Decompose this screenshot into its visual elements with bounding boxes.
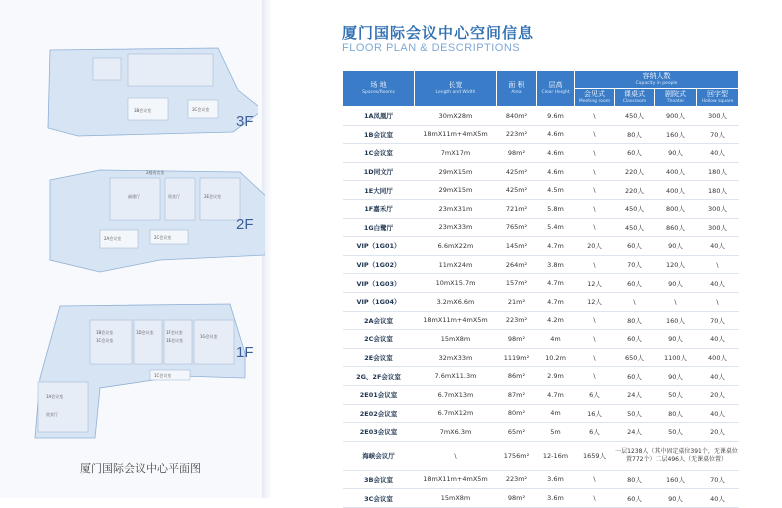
table-row [343, 348, 739, 367]
col-header: 场 地 Spaces/Rooms [343, 71, 415, 107]
table-row [343, 489, 739, 508]
table-cell: 60人 [615, 367, 655, 386]
table-cell: 840m² [497, 107, 537, 126]
table-cell: 50人 [655, 423, 697, 442]
table-cell: 400人 [655, 162, 697, 181]
room-name-cell: 1C会议室 [343, 144, 415, 163]
table-cell: 7mX6.3m [415, 423, 497, 442]
table-cell: 40人 [697, 237, 739, 256]
room-name-cell: 2E02会议室 [343, 404, 415, 423]
table-row [343, 274, 739, 293]
plan-label: 3C会议室 [192, 107, 210, 112]
table-cell: 4.6m [537, 125, 575, 144]
table-cell: 29mX15m [415, 162, 497, 181]
table-cell: 90人 [655, 367, 697, 386]
plan-label: 1C会议室 [96, 338, 114, 343]
room-name-cell: 2E会议室 [343, 348, 415, 367]
room-name-cell: 2G、2F会议室 [343, 367, 415, 386]
room-name-cell: 1B会议室 [343, 125, 415, 144]
table-cell: 40人 [697, 330, 739, 349]
table-cell: \ [575, 489, 615, 508]
table-cell: \ [697, 292, 739, 311]
table-cell: 90人 [655, 274, 697, 293]
plan-label: 福建厅 [128, 194, 140, 199]
plan-label: 2E会议室 [204, 194, 222, 199]
plan-label: 3B会议室 [134, 108, 152, 113]
table-row [343, 144, 739, 163]
table-cell: 60人 [615, 144, 655, 163]
table-cell: 80人 [615, 311, 655, 330]
table-cell: \ [575, 218, 615, 237]
col-header: 剧院式 Theater [655, 89, 697, 107]
room-name-cell: 1E大同厅 [343, 181, 415, 200]
table-cell: 3.8m [537, 255, 575, 274]
table-cell: 220人 [615, 162, 655, 181]
table-row [343, 423, 739, 442]
room-name-cell: VIP（1G01） [343, 237, 415, 256]
table-cell: 15mX8m [415, 489, 497, 508]
plan-label: 贵宾厅 [168, 194, 180, 199]
plan-label: 1D会议室 [136, 330, 154, 335]
table-cell: 23mX33m [415, 218, 497, 237]
table-cell: 80人 [655, 404, 697, 423]
col-header: 长宽 Length and Width [415, 71, 497, 107]
table-cell: \ [575, 255, 615, 274]
table-cell: \ [655, 292, 697, 311]
table-cell: 5.4m [537, 218, 575, 237]
table-cell: 15mX8m [415, 330, 497, 349]
table-cell: 32mX33m [415, 348, 497, 367]
table-cell: 12人 [575, 274, 615, 293]
table-cell: 20人 [697, 423, 739, 442]
table-cell: \ [575, 181, 615, 200]
table-cell: 450人 [615, 107, 655, 126]
table-cell: 5.8m [537, 199, 575, 218]
table-row [343, 385, 739, 404]
table-cell: 60人 [615, 237, 655, 256]
table-cell: 40人 [697, 367, 739, 386]
table-cell: 4.6m [537, 162, 575, 181]
floor-1f-plan [30, 298, 262, 448]
table-cell: 220人 [615, 181, 655, 200]
table-cell: 425m² [497, 181, 537, 200]
table-cell: 900人 [655, 107, 697, 126]
table-cell: 4.7m [537, 274, 575, 293]
table-cell: 30mX28m [415, 107, 497, 126]
table-cell: 12人 [575, 292, 615, 311]
table-cell: 24人 [615, 423, 655, 442]
table-cell: 6.7mX13m [415, 385, 497, 404]
table-cell: 223m² [497, 470, 537, 489]
table-cell: 157m² [497, 274, 537, 293]
table-cell: 180人 [697, 181, 739, 200]
table-cell: 20人 [697, 385, 739, 404]
table-cell: 264m² [497, 255, 537, 274]
table-cell: 180人 [697, 162, 739, 181]
plan-label: 2C会议室 [154, 235, 172, 240]
page-title: 厦门国际会议中心空间信息 [342, 24, 535, 42]
col-header: 回字型 Hollow square [697, 89, 739, 107]
table-cell: 16人 [575, 404, 615, 423]
table-row [343, 255, 739, 274]
table-cell: 98m² [497, 330, 537, 349]
table-cell: 21m² [497, 292, 537, 311]
table-cell: 6人 [575, 385, 615, 404]
table-cell: 80人 [615, 470, 655, 489]
table-cell: 160人 [655, 470, 697, 489]
table-row [343, 330, 739, 349]
table-cell: 23mX31m [415, 199, 497, 218]
table-cell: 6.7mX12m [415, 404, 497, 423]
table-cell: \ [575, 311, 615, 330]
table-cell: \ [697, 255, 739, 274]
table-cell: 18mX11m+4mX5m [415, 470, 497, 489]
plan-label: 1A会议室 [46, 394, 64, 399]
room-name-cell: 2C会议室 [343, 330, 415, 349]
table-cell: 4m [537, 404, 575, 423]
table-cell: 24人 [615, 385, 655, 404]
table-cell: \ [575, 125, 615, 144]
table-cell: 65m² [497, 423, 537, 442]
floor-label-1f: 1F [236, 344, 254, 361]
floor-3f-plan [38, 40, 258, 150]
table-cell: 223m² [497, 125, 537, 144]
space-info-table [342, 70, 739, 508]
table-cell: 90人 [655, 144, 697, 163]
table-cell: 18mX11m+4mX5m [415, 125, 497, 144]
table-cell: 4.7m [537, 237, 575, 256]
col-header: 层高 Clear Height [537, 71, 575, 107]
plan-label: 2楼贵宾室 [146, 170, 165, 175]
plan-label: 1F会议室 [166, 330, 183, 335]
table-cell: 40人 [697, 144, 739, 163]
table-cell: 2.9m [537, 367, 575, 386]
table-row [343, 162, 739, 181]
room-name-cell: 1D同文厅 [343, 162, 415, 181]
room-name-cell: 1A凤凰厅 [343, 107, 415, 126]
table-cell: 721m² [497, 199, 537, 218]
table-cell: 50人 [655, 385, 697, 404]
plan-label: 1B会议室 [96, 330, 114, 335]
room-name-cell: 2A会议室 [343, 311, 415, 330]
table-cell: 86m² [497, 367, 537, 386]
capacity-header: 容纳人数 Capacity in people [575, 71, 739, 89]
table-row [343, 125, 739, 144]
table-cell: 4.7m [537, 385, 575, 404]
table-cell: \ [575, 470, 615, 489]
table-cell: 80人 [615, 125, 655, 144]
table-row [343, 311, 739, 330]
room-name-cell: VIP（1G04） [343, 292, 415, 311]
plan-caption: 厦门国际会议中心平面图 [80, 462, 201, 475]
table-row [343, 441, 739, 470]
col-header: 面 积 Area [497, 71, 537, 107]
table-cell: \ [575, 367, 615, 386]
table-cell: 450人 [615, 218, 655, 237]
table-cell: 400人 [655, 181, 697, 200]
table-cell: \ [415, 441, 497, 470]
table-cell: 29mX15m [415, 181, 497, 200]
room-name-cell: VIP（1G02） [343, 255, 415, 274]
table-row [343, 107, 739, 126]
table-cell: 4.6m [537, 144, 575, 163]
table-cell: 765m² [497, 218, 537, 237]
table-row [343, 237, 739, 256]
table-cell: \ [575, 107, 615, 126]
table-cell: 1756m² [497, 441, 537, 470]
room-name-cell: 1G白鹭厅 [343, 218, 415, 237]
table-cell: 1100人 [655, 348, 697, 367]
floor-2f-plan [40, 160, 265, 280]
table-cell: 11mX24m [415, 255, 497, 274]
table-row [343, 470, 739, 489]
col-header: 会见式 Meeting room [575, 89, 615, 107]
table-cell: 90人 [655, 237, 697, 256]
plan-label: 贵宾厅 [46, 412, 58, 417]
table-cell: 7.6mX11.3m [415, 367, 497, 386]
table-cell: 4m [537, 330, 575, 349]
table-cell: \ [575, 199, 615, 218]
table-cell: 70人 [615, 255, 655, 274]
table-cell: 一层1238人（其中固定桌位391个，无课桌位置772个）二层496人（无课桌位置） [615, 441, 739, 470]
table-cell: 1659人 [575, 441, 615, 470]
table-cell: 70人 [697, 470, 739, 489]
table-cell: 425m² [497, 162, 537, 181]
room-name-cell: 海峡会议厅 [343, 441, 415, 470]
table-cell: \ [575, 144, 615, 163]
plan-label: 1C会议室 [154, 373, 172, 378]
table-cell: 4.5m [537, 181, 575, 200]
table-cell: 300人 [697, 218, 739, 237]
table-cell: 3.6m [537, 470, 575, 489]
table-cell: 4.7m [537, 292, 575, 311]
table-cell: 70人 [697, 311, 739, 330]
table-cell: 60人 [615, 274, 655, 293]
room-name-cell: 3C会议室 [343, 489, 415, 508]
table-cell: 98m² [497, 489, 537, 508]
table-cell: 300人 [697, 199, 739, 218]
table-cell: 120人 [655, 255, 697, 274]
table-cell: 860人 [655, 218, 697, 237]
table-cell: 650人 [615, 348, 655, 367]
col-header: 课桌式 Classroom [615, 89, 655, 107]
room-name-cell: 3B会议室 [343, 470, 415, 489]
table-row [343, 181, 739, 200]
table-cell: 145m² [497, 237, 537, 256]
table-cell: 400人 [697, 348, 739, 367]
table-cell: 6人 [575, 423, 615, 442]
table-cell: 87m² [497, 385, 537, 404]
page-subtitle: FLOOR PLAN & DESCRIPTIONS [342, 42, 521, 54]
table-cell: 800人 [655, 199, 697, 218]
table-cell: 1119m² [497, 348, 537, 367]
table-row [343, 199, 739, 218]
table-cell: 20人 [575, 237, 615, 256]
plan-label: 2A会议室 [104, 236, 122, 241]
table-cell: 40人 [697, 274, 739, 293]
table-cell: 40人 [697, 404, 739, 423]
table-cell: \ [575, 162, 615, 181]
table-cell: 80m² [497, 404, 537, 423]
table-cell: 3.2mX6.6m [415, 292, 497, 311]
table-cell: 4.2m [537, 311, 575, 330]
table-cell: 90人 [655, 330, 697, 349]
table-cell: 7mX17m [415, 144, 497, 163]
floor-label-2f: 2F [236, 216, 254, 233]
table-cell: 9.6m [537, 107, 575, 126]
table-cell: 12-16m [537, 441, 575, 470]
table-cell: 6.6mX22m [415, 237, 497, 256]
table-cell: 40人 [697, 489, 739, 508]
room-name-cell: 1F嘉禾厅 [343, 199, 415, 218]
plan-label: 1E会议室 [166, 338, 184, 343]
table-cell: 450人 [615, 199, 655, 218]
table-cell: 223m² [497, 311, 537, 330]
table-cell: \ [615, 292, 655, 311]
room-name-cell: 2E03会议室 [343, 423, 415, 442]
table-cell: 70人 [697, 125, 739, 144]
table-cell: 18mX11m+4mX5m [415, 311, 497, 330]
table-cell: 90人 [655, 489, 697, 508]
table-cell: 5m [537, 423, 575, 442]
table-cell: 10mX15.7m [415, 274, 497, 293]
plan-label: 1G会议室 [200, 334, 218, 339]
table-cell: 160人 [655, 311, 697, 330]
floor-label-3f: 3F [236, 113, 254, 130]
room-name-cell: VIP（1G03） [343, 274, 415, 293]
table-row [343, 367, 739, 386]
table-cell: 3.6m [537, 489, 575, 508]
table-row [343, 404, 739, 423]
table-row [343, 218, 739, 237]
table-cell: 60人 [615, 330, 655, 349]
room-name-cell: 2E01会议室 [343, 385, 415, 404]
table-cell: 98m² [497, 144, 537, 163]
table-cell: 50人 [615, 404, 655, 423]
table-cell: \ [575, 330, 615, 349]
table-cell: \ [575, 348, 615, 367]
table-cell: 10.2m [537, 348, 575, 367]
table-cell: 160人 [655, 125, 697, 144]
table-cell: 60人 [615, 489, 655, 508]
table-row [343, 292, 739, 311]
table-cell: 300人 [697, 107, 739, 126]
